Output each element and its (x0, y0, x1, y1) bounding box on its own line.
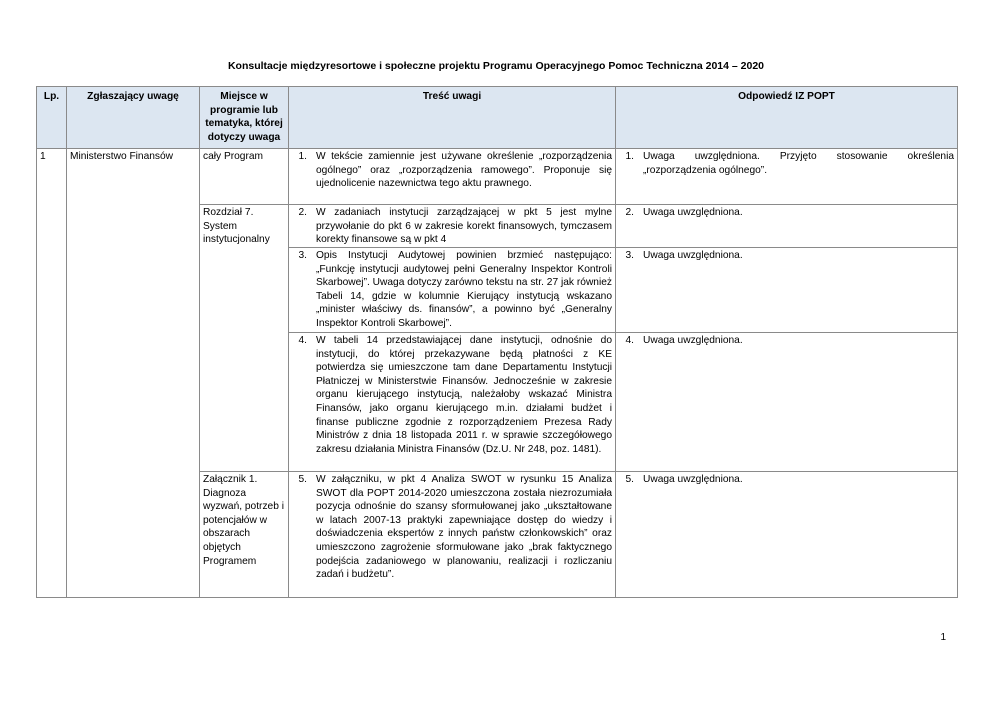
comment-number: 1. (298, 151, 307, 162)
comment-cell (289, 333, 616, 472)
comment-number: 4. (298, 335, 307, 346)
response-text: Uwaga uwzględniona. (643, 335, 743, 346)
response-cell (616, 149, 958, 205)
response-text: Uwaga uwzględniona. (643, 474, 743, 485)
response-cell (616, 248, 958, 333)
table-header-row (37, 87, 958, 149)
place-cell: Rozdział 7. System instytucjonalny (200, 205, 289, 472)
response-number: 2. (625, 207, 634, 218)
comment-number: 2. (298, 207, 307, 218)
response-cell (616, 205, 958, 248)
response-number: 3. (625, 250, 634, 261)
header-lp: Lp. (37, 87, 67, 149)
header-reporter: Zgłaszający uwagę (67, 87, 200, 149)
comment-cell (289, 205, 616, 248)
comment-cell (289, 248, 616, 333)
response-text: Uwaga uwzględniona. (643, 207, 743, 218)
response-text: Uwaga uwzględniona. (643, 250, 743, 261)
place-cell: cały Program (200, 149, 289, 205)
header-content: Treść uwagi (289, 87, 616, 149)
header-place: Miejsce w programie lub tematyka, której dotyczy uwaga (200, 87, 289, 149)
comment-text: W tekście zamiennie jest używane określenie „rozporządzenia ogólnego” oraz „rozporządzenia ramowego”. Proponuje się ujednolicenie nazewnictwa tego aktu prawnego. (316, 151, 612, 190)
place-cell: Załącznik 1. Diagnoza wyzwań, potrzeb i potencjałów w obszarach objętych Programem (200, 472, 289, 598)
document-title: Konsultacje międzyresortowe i społeczne projektu Programu Operacyjnego Pomoc Techniczna 2014 – 2020 (227, 60, 765, 72)
response-number: 1. (625, 151, 634, 162)
response-number: 5. (625, 474, 634, 485)
response-text: Uwaga uwzględniona. Przyjęto stosowanie określenia „rozporządzenia ogólnego”. (643, 151, 954, 176)
lp-cell: 1 (37, 149, 67, 598)
response-cell (616, 333, 958, 472)
comment-number: 3. (298, 250, 307, 261)
comment-text: Opis Instytucji Audytowej powinien brzmieć następująco: „Funkcję instytucji audytowej pełni Generalny Inspektor Kontroli Skarbowej”. Uwaga dotyczy zarówno tekstu na str. 27 jak również Tabeli 14, gdzie w kolumnie Kierujący instytucją wskazano „minister właściwy ds. finansów”, a powinno być „Generalny Inspektor Kontroli Skarbowej”. (316, 250, 612, 329)
comment-number: 5. (298, 474, 307, 485)
reporter-cell: Ministerstwo Finansów (67, 149, 200, 598)
comment-text: W tabeli 14 przedstawiającej dane instytucji, odnośnie do instytucji, do której przekazywane będą płatności z KE potwierdza się umieszczone tam dane Departamentu Instytucji Płatniczej w Ministerstwie Finansów. Jednocześnie w zakresie organu kierującego instytucją, należałoby wskazać Ministra Finansów, jako organu kierującego m.in. działami budżet i finanse publiczne zgodnie z rozporządzeniem Prezesa Rady Ministrów z dnia 18 listopada 2011 r. w sprawie szczegółowego zakresu działania Ministra Finansów (Dz.U. Nr 248, poz. 1481). (316, 335, 612, 455)
comment-cell (289, 472, 616, 598)
comment-text: W zadaniach instytucji zarządzającej w pkt 5 jest mylne przywołanie do pkt 6 w zakresie korekt finansowych, tymczasem korekty finansowe są w pkt 4 (316, 207, 612, 246)
response-cell (616, 472, 958, 598)
response-number: 4. (625, 335, 634, 346)
header-response: Odpowiedź IZ POPT (616, 87, 958, 149)
page-number: 1 (940, 632, 946, 643)
comment-cell (289, 149, 616, 205)
table-row (37, 149, 958, 205)
comment-text: W załączniku, w pkt 4 Analiza SWOT w rysunku 15 Analiza SWOT dla POPT 2014-2020 umieszczona została niezrozumiała pozycja odnośnie do szansy sformułowanej jako „ukształtowane w latach 2007-13 praktyki zapewniające dostęp do wiedzy i doświadczenia ekspertów z innych państw członkowskich” oraz umieszczono zagrożenie sformułowane jako „brak faktycznego podejścia zadaniowego w planowaniu, realizacji i rozliczaniu zadań i budżetu”. (316, 474, 612, 581)
comments-table (36, 86, 958, 598)
